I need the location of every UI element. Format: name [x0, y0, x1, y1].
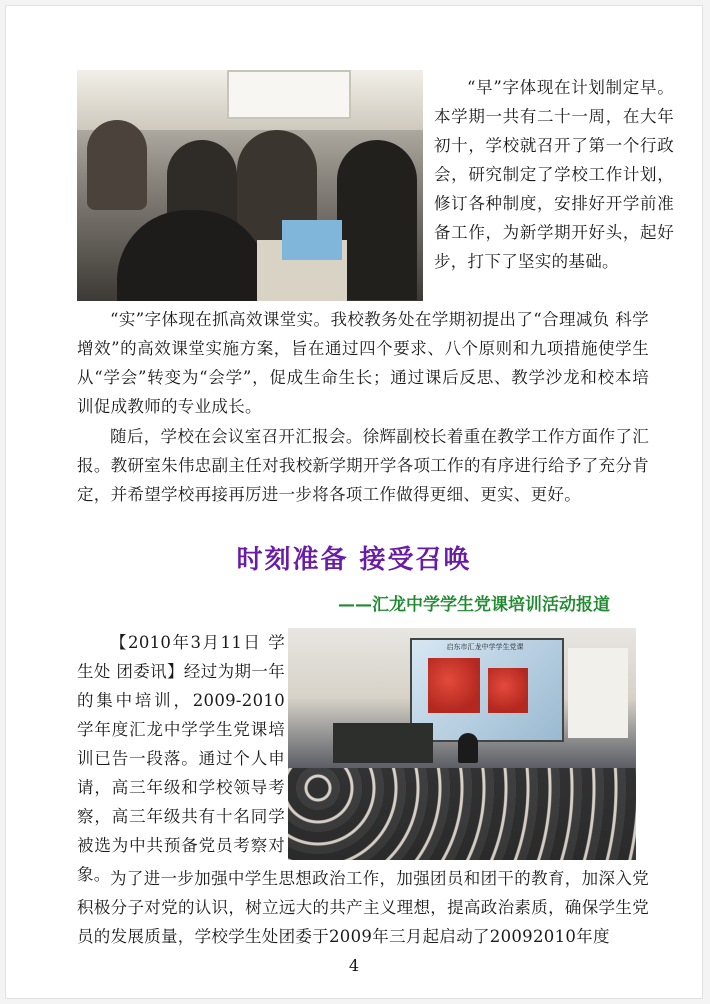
article-title: 时刻准备 接受召唤: [236, 545, 472, 575]
paragraph-plan-early: “早”字体现在计划制定早。本学期一共有二十一周，在大年初十，学校就召开了第一个行政会，研究制定了学校工作计划，修订各种制度，安排好开学前准备工作，为新学期开好头，起好步，打下了坚实的基础。: [434, 78, 674, 271]
paragraph-party-work: 为了进一步加强中学生思想政治工作，加强团员和团干的教育，加深入党积极分子对党的认识，树立远大的共产主义理想，提高政治素质，确保学生党员的发展质量，学校学生处团委于2009年三月起启动了20092010年度: [77, 869, 649, 946]
page-number: 4: [348, 956, 360, 975]
chalkboard: [333, 723, 433, 763]
paragraph-efficient-class: “实”字体现在抓高效课堂实。我校教务处在学期初提出了“合理减负 科学增效”的高效课堂实施方案，旨在通过四个要求、八个原则和九项措施使学生从“学会”转变为“会学”，促成生命生长；通过课后反思、教学沙龙和校本培训促成教师的专业成长。: [77, 310, 649, 416]
lecture-hall-photo: [288, 628, 636, 860]
party-flag-shape: [428, 658, 480, 713]
paragraph-party-training: 【2010年3月11日 学生处 团委讯】经过为期一年的集中培训，2009-2010学年度汇龙中学学生党课培训已告一段落。通过个人申请，高三年级和学校领导考察，高三年级共有十名同学被选为中共预备党员考察对象。: [77, 633, 285, 884]
classroom-students-photo: [77, 70, 423, 301]
paragraph-report-meeting: 随后，学校在会议室召开汇报会。徐辉副校长着重在教学工作方面作了汇报。教研室朱伟忠副主任对我校新学期开学各项工作的有序进行给予了充分肯定，并希望学校再接再厉进一步将各项工作做得更细、更实、更好。: [77, 427, 649, 504]
screen-title: 启东市汇龙中学学生党课: [446, 643, 524, 651]
page: [6, 6, 702, 998]
article-subtitle: ——汇龙中学学生党课培训活动报道: [338, 595, 610, 615]
party-flag-shape: [488, 668, 528, 713]
